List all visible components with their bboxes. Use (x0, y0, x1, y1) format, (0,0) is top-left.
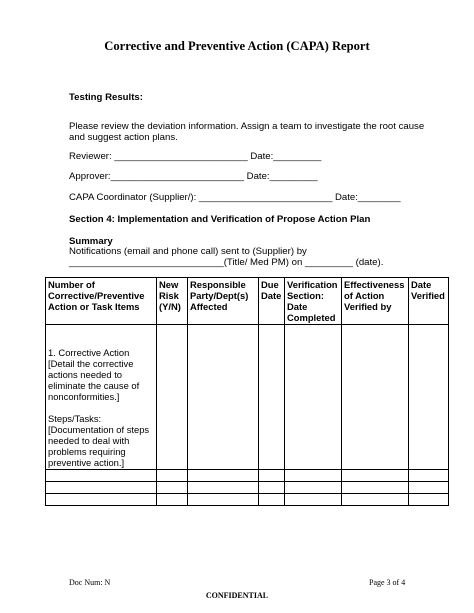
table-cell[interactable] (409, 482, 449, 494)
table-row (46, 325, 449, 470)
table-cell[interactable] (342, 494, 409, 506)
table-cell[interactable] (285, 494, 342, 506)
footer-doc-num: Doc Num: N (69, 578, 111, 587)
table-cell[interactable] (46, 494, 157, 506)
verification-date-cell[interactable] (285, 325, 342, 470)
effectiveness-cell[interactable] (342, 325, 409, 470)
due-date-cell[interactable] (259, 325, 285, 470)
table-cell[interactable] (259, 470, 285, 482)
table-cell[interactable] (342, 482, 409, 494)
section4-heading: Section 4: Implementation and Verification of Propose Action Plan (69, 214, 371, 225)
table-cell[interactable] (157, 494, 188, 506)
footer-page-number: Page 3 of 4 (369, 578, 406, 587)
testing-results-heading: Testing Results: (69, 92, 143, 103)
table-cell[interactable] (409, 470, 449, 482)
table-cell[interactable] (188, 494, 259, 506)
table-row (46, 494, 449, 506)
reviewer-signoff: Reviewer: _________________________ Date:_________ (69, 151, 322, 162)
testing-instructions-line2: and suggest action plans. (69, 132, 178, 143)
header-new-risk: New Risk (Y/N) (157, 278, 188, 325)
table-cell[interactable] (46, 470, 157, 482)
summary-line2: _____________________________(Title/ Med PM) on _________ (date). (69, 257, 384, 268)
responsible-party-cell[interactable] (188, 325, 259, 470)
approver-signoff: Approver:_________________________ Date:_________ (69, 171, 318, 182)
header-date-verified: Date Verified (409, 278, 449, 325)
header-responsible-party: Responsible Party/Dept(s) Affected (188, 278, 259, 325)
header-task-items: Number of Corrective/Preventive Action or Task Items (46, 278, 157, 325)
table-cell[interactable] (188, 470, 259, 482)
table-cell[interactable] (46, 482, 157, 494)
table-row (46, 482, 449, 494)
table-cell[interactable] (285, 482, 342, 494)
table-cell[interactable] (285, 470, 342, 482)
table-cell[interactable] (157, 470, 188, 482)
summary-heading: Summary (69, 236, 113, 247)
table-cell[interactable] (259, 494, 285, 506)
coordinator-signoff: CAPA Coordinator (Supplier/): _________________________ Date:________ (69, 192, 401, 203)
header-due-date: Due Date (259, 278, 285, 325)
date-verified-cell[interactable] (409, 325, 449, 470)
table-cell[interactable] (188, 482, 259, 494)
table-cell[interactable] (342, 470, 409, 482)
capa-action-table (45, 277, 449, 506)
table-cell[interactable] (157, 482, 188, 494)
document-title: Corrective and Preventive Action (CAPA) Report (104, 39, 370, 53)
summary-line1: Notifications (email and phone call) sent to (Supplier) by (69, 246, 307, 257)
testing-instructions-line1: Please review the deviation information. Assign a team to investigate the root cause (69, 121, 425, 132)
table-cell[interactable] (409, 494, 449, 506)
header-effectiveness: Effectiveness of Action Verified by (342, 278, 409, 325)
table-cell[interactable] (259, 482, 285, 494)
new-risk-cell[interactable] (157, 325, 188, 470)
header-verification-date: Verification Section: Date Completed (285, 278, 342, 325)
table-row (46, 470, 449, 482)
table-header-row (46, 278, 449, 325)
footer-confidential: CONFIDENTIAL (205, 591, 269, 600)
corrective-action-cell[interactable]: 1. Corrective Action [Detail the corrective actions needed to eliminate the cause of nonconformities.] Steps/Tasks: [Documentation of steps needed to deal with problems requiring preventive action.] (46, 325, 157, 470)
